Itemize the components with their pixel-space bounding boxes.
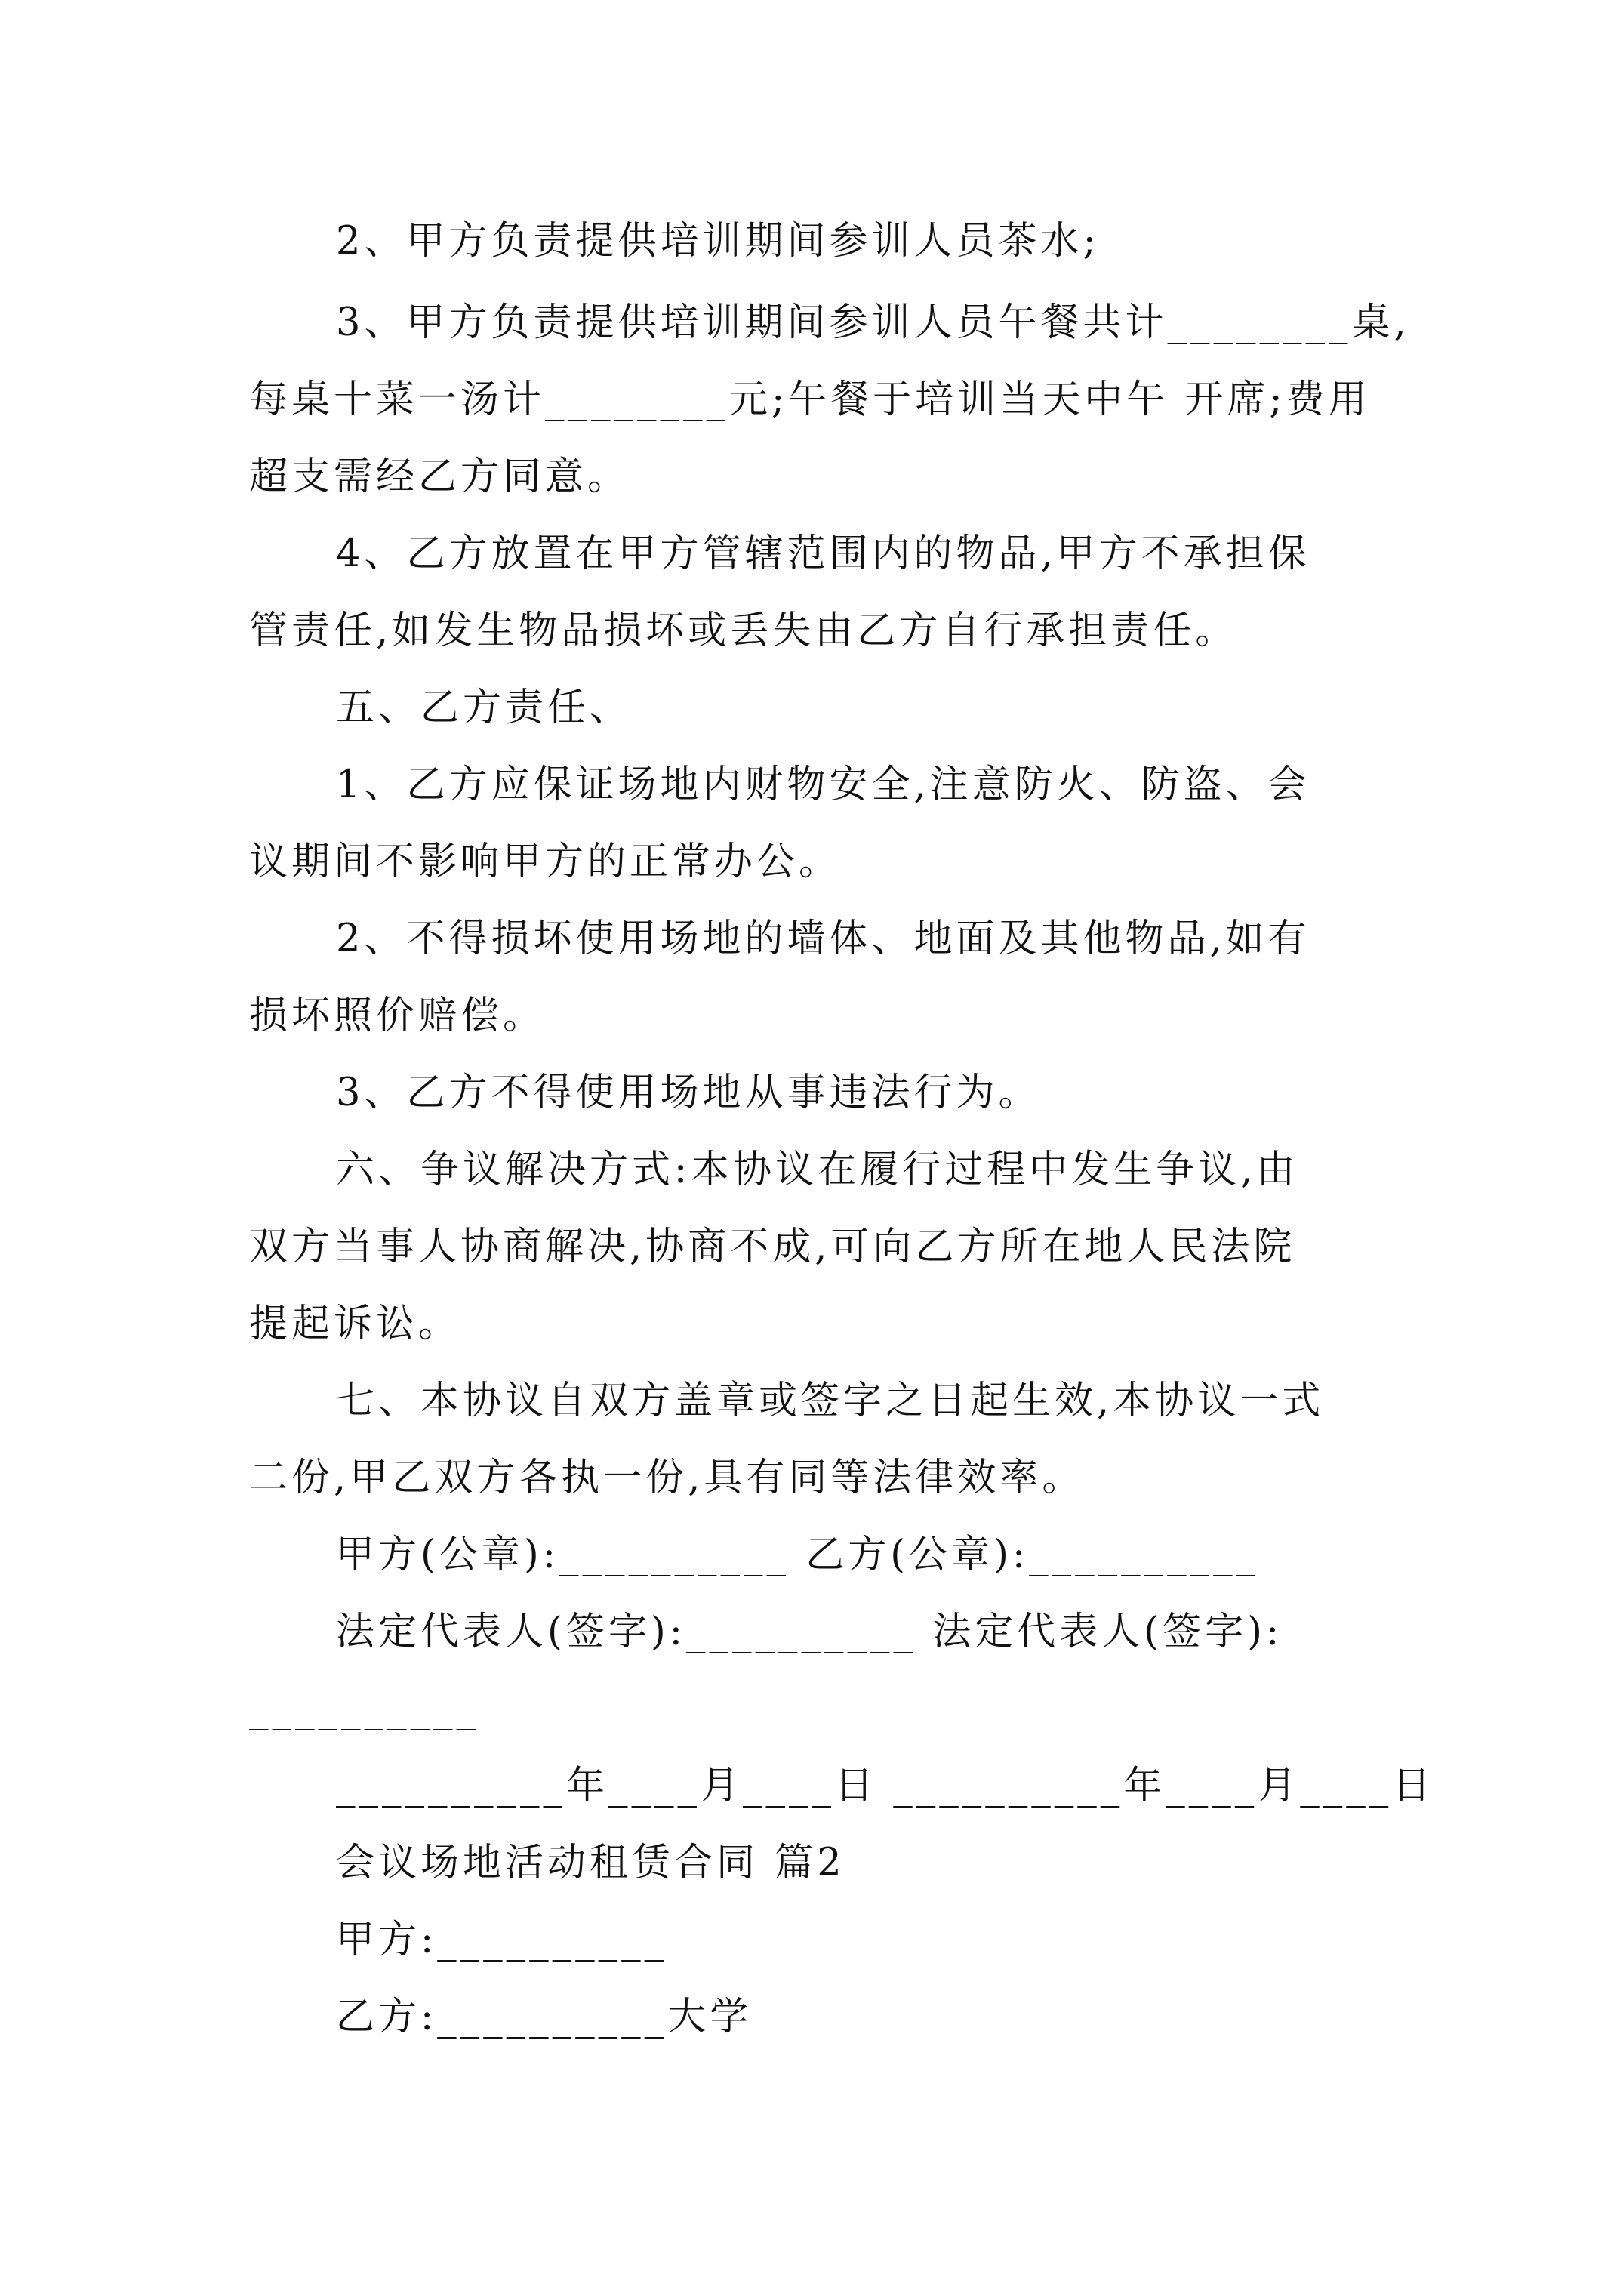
clause-5-1-line-1: 1、乙方应保证场地内财物安全,注意防火、防盗、会 xyxy=(336,763,1310,807)
party-seal-line: 甲方(公章):__________ 乙方(公章):__________ xyxy=(336,1533,1260,1577)
section-7-line-2: 二份,甲乙双方各执一份,具有同等法律效率。 xyxy=(249,1456,1085,1500)
clause-5-3: 3、乙方不得使用场地从事违法行为。 xyxy=(336,1071,1041,1115)
legal-rep-line: 法定代表人(签字):__________ 法定代表人(签字): xyxy=(336,1610,1283,1654)
clause-4-3-line-1: 3、甲方负责提供培训期间参训人员午餐共计________桌, xyxy=(336,300,1410,345)
contract-title-2: 会议场地活动租赁合同 篇2 xyxy=(336,1841,845,1885)
section-7-line-1: 七、本协议自双方盖章或签字之日起生效,本协议一式 xyxy=(336,1379,1325,1423)
clause-5-2-line-2: 损坏照价赔偿。 xyxy=(249,994,546,1038)
clause-4-4-line-1: 4、乙方放置在甲方管辖范围内的物品,甲方不承担保 xyxy=(336,532,1310,576)
clause-4-2: 2、甲方负责提供培训期间参训人员茶水; xyxy=(336,219,1100,264)
party-b-line: 乙方:__________大学 xyxy=(336,1995,753,2039)
clause-4-3-line-2: 每桌十菜一汤计________元;午餐于培训当天中午 开席;费用 xyxy=(249,378,1371,422)
date-line: __________年____月____日 __________年____月____日 xyxy=(336,1764,1435,1808)
legal-rep-blank: __________ xyxy=(249,1687,479,1731)
section-6-line-3: 提起诉讼。 xyxy=(249,1302,461,1346)
clause-5-1-line-2: 议期间不影响甲方的正常办公。 xyxy=(249,840,842,884)
section-5-heading: 五、乙方责任、 xyxy=(336,686,633,730)
section-6-line-2: 双方当事人协商解决,协商不成,可向乙方所在地人民法院 xyxy=(249,1225,1296,1269)
section-6-line-1: 六、争议解决方式:本协议在履行过程中发生争议,由 xyxy=(336,1148,1299,1192)
party-a-line: 甲方:__________ xyxy=(336,1918,668,1962)
clause-4-3-line-3: 超支需经乙方同意。 xyxy=(249,455,630,499)
clause-5-2-line-1: 2、不得损坏使用场地的墙体、地面及其他物品,如有 xyxy=(336,917,1310,961)
clause-4-4-line-2: 管责任,如发生物品损坏或丢失由乙方自行承担责任。 xyxy=(249,609,1238,653)
